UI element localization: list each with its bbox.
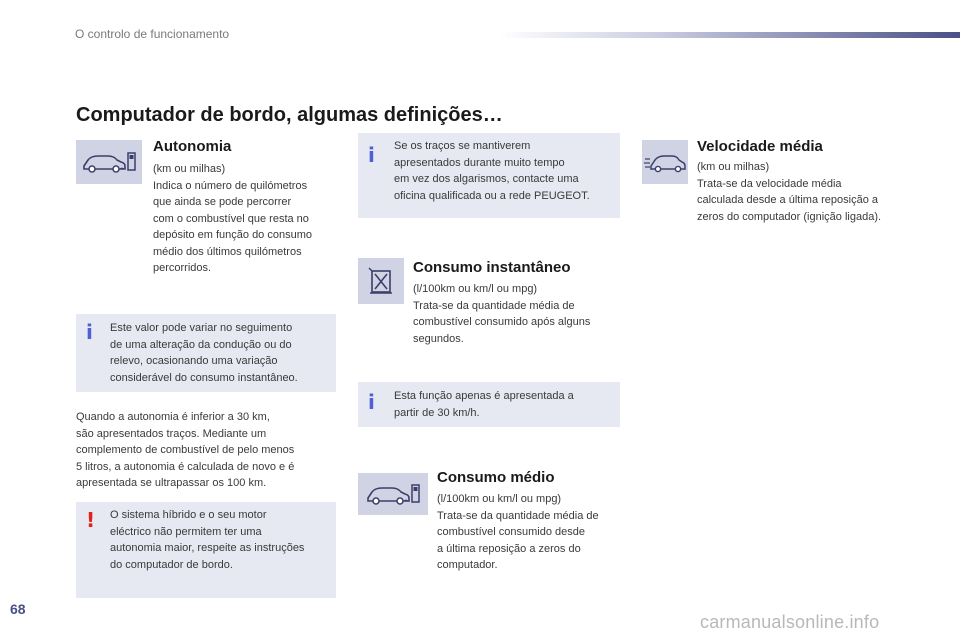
text-line: partir de 30 km/h.	[394, 406, 480, 419]
fuel-pump-icon	[366, 266, 396, 296]
text-line: Trata-se da quantidade média de	[413, 299, 575, 312]
text-line: de uma alteração da condução ou do	[110, 338, 292, 351]
text-line: complemento de combustível de pelo menos	[76, 444, 295, 456]
velocidade-media-icon-box	[642, 140, 688, 184]
text-line: com o combustível que resta no	[153, 212, 309, 225]
text-line: são apresentados traços. Mediante um	[76, 427, 267, 440]
header-gradient-bar	[500, 32, 960, 38]
consumo-instantaneo-text	[413, 281, 623, 347]
text-line: considerável do consumo instantâneo.	[110, 371, 298, 384]
warning-icon: !	[86, 508, 96, 532]
text-line: Indica o número de quilómetros	[153, 179, 308, 192]
info-icon: i	[86, 320, 93, 344]
text-line: (km ou milhas)	[697, 161, 770, 173]
note-variation-text	[110, 320, 334, 386]
text-line: zeros do computador (ignição ligada).	[697, 210, 882, 223]
text-line: eléctrico não permitem ter uma	[110, 525, 262, 538]
consumo-instantaneo-icon-box	[358, 258, 404, 304]
velocidade-media-text	[697, 159, 917, 225]
text-line: Este valor pode variar no seguimento	[110, 322, 293, 334]
text-line: (l/100km ou km/l ou mpg)	[413, 283, 538, 295]
text-line: a última reposição a zeros do	[437, 542, 581, 555]
page-number: 68	[10, 601, 26, 617]
text-line: Trata-se da velocidade média	[697, 177, 842, 190]
text-line: apresentados durante muito tempo	[394, 156, 565, 169]
velocidade-media-title: Velocidade média	[697, 138, 823, 155]
text-line: depósito em função do consumo	[153, 229, 312, 241]
text-line: do computador de bordo.	[110, 558, 233, 571]
text-line: médio dos últimos quilómetros	[153, 245, 302, 258]
info-icon: i	[368, 390, 375, 414]
car-speed-icon	[644, 149, 686, 175]
note-speed-box	[358, 382, 620, 427]
text-line: computador.	[437, 559, 498, 571]
consumo-instantaneo-title: Consumo instantâneo	[413, 259, 571, 276]
consumo-medio-title: Consumo médio	[437, 469, 555, 486]
text-line: Se os traços se mantiverem	[394, 140, 531, 152]
text-line: combustível consumido desde	[437, 526, 585, 538]
text-line: Quando a autonomia é inferior a 30 km,	[76, 411, 270, 423]
note-hybrid-box	[76, 502, 336, 598]
page-title: Computador de bordo, algumas definições…	[76, 104, 503, 126]
text-line: apresentada se ultrapassar os 100 km.	[76, 477, 267, 489]
text-line: Esta função apenas é apresentada a	[394, 390, 574, 402]
note-dashes-box	[358, 133, 620, 218]
text-line: calculada desde a última reposição a	[697, 194, 879, 206]
text-line: Trata-se da quantidade média de	[437, 509, 599, 522]
autonomia-low-text	[76, 409, 336, 492]
car-fuel-icon	[364, 479, 422, 509]
car-fuel-icon	[80, 147, 138, 177]
text-line: percorridos.	[153, 262, 212, 274]
note-dashes-text	[394, 138, 618, 204]
text-line: (l/100km ou km/l ou mpg)	[437, 493, 562, 505]
text-line: 5 litros, a autonomia é calculada de novo e é	[76, 460, 295, 473]
autonomia-icon-box	[76, 140, 142, 184]
text-line: relevo, ocasionando uma variação	[110, 355, 278, 367]
consumo-medio-text	[437, 491, 637, 574]
header-section-title: O controlo de funcionamento	[75, 27, 230, 41]
note-hybrid-text	[110, 507, 334, 573]
text-line: autonomia maior, respeite as instruções	[110, 542, 305, 554]
text-line: (km ou milhas)	[153, 163, 226, 175]
autonomia-title: Autonomia	[153, 138, 232, 155]
note-variation-box	[76, 314, 336, 392]
text-line: O sistema híbrido e o seu motor	[110, 509, 267, 521]
consumo-medio-icon-box	[358, 473, 428, 515]
text-line: combustível consumido após alguns	[413, 316, 591, 328]
note-speed-text	[394, 388, 618, 421]
info-icon: i	[368, 143, 375, 167]
text-line: segundos.	[413, 332, 464, 345]
autonomia-text	[153, 161, 353, 277]
text-line: que ainda se pode percorrer	[153, 196, 292, 208]
text-line: oficina qualificada ou a rede PEUGEOT.	[394, 189, 590, 202]
text-line: em vez dos algarismos, contacte uma	[394, 173, 579, 185]
watermark: carmanualsonline.info	[700, 612, 880, 632]
